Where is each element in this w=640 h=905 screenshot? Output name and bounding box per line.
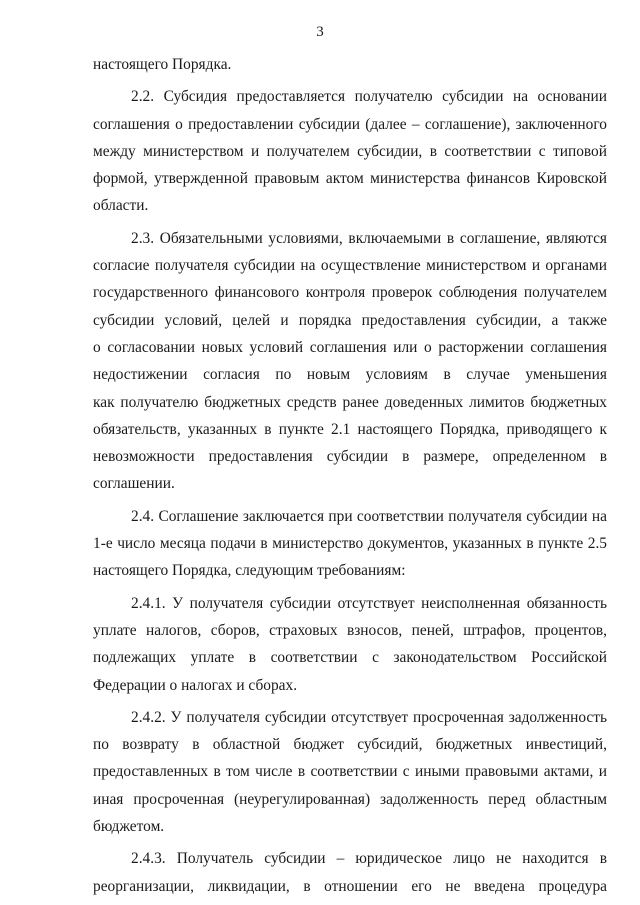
text-line: области.	[93, 197, 149, 215]
text-line: между министерством и получателем субсидии, в соответствии с типовой	[93, 142, 607, 160]
text-line: соглашения о предоставлении субсидии (далее – соглашение), заключенного	[93, 115, 607, 133]
text-line: 1-е число месяца подачи в министерство документов, указанных в пункте 2.5	[93, 535, 607, 553]
text-line: иная просроченная (неурегулированная) задолженность перед областным	[93, 790, 607, 808]
text-line: соглашении.	[93, 475, 175, 493]
text-line: 2.4.3. Получатель субсидии – юридическое лицо не находится в	[131, 850, 607, 868]
text-line: 2.4.1. У получателя субсидии отсутствует неисполненная обязанность	[131, 594, 607, 612]
text-line: уплате налогов, сборов, страховых взносов, пеней, штрафов, процентов,	[93, 621, 607, 639]
document-body	[93, 51, 607, 900]
text-line: 2.3. Обязательными условиями, включаемыми в соглашение, являются	[131, 229, 607, 247]
text-line: 2.4. Соглашение заключается при соответствии получателя субсидии на	[131, 507, 607, 525]
text-line: недостижении согласия по новым условиям в случае уменьшения	[93, 366, 607, 384]
text-line: 2.2. Субсидия предоставляется получателю субсидии на основании	[131, 88, 607, 106]
text-line: предоставленных в том числе в соответствии с иными правовыми актами, и	[93, 763, 607, 781]
text-line: субсидии условий, целей и порядка предоставления субсидии, а также	[93, 311, 607, 329]
text-line: как получателю бюджетных средств ранее доведенных лимитов бюджетных	[93, 393, 607, 411]
text-line: настоящего Порядка.	[93, 56, 232, 73]
text-line: настоящего Порядка, следующим требованиям:	[93, 562, 406, 580]
text-line: 2.4.2. У получателя субсидии отсутствует просроченная задолженность	[131, 708, 607, 726]
text-line: согласие получателя субсидии на осуществление министерством и органами	[93, 257, 607, 275]
text-line: формой, утвержденной правовым актом министерства финансов Кировской	[93, 170, 607, 188]
page-number: 3	[316, 24, 324, 40]
text-line: Федерации о налогах и сборах.	[93, 676, 298, 694]
text-line: о согласовании новых условий соглашения или о расторжении соглашения	[93, 338, 607, 356]
text-line: невозможности предоставления субсидии в размере, определенном в	[93, 448, 607, 466]
text-line: по возврату в областной бюджет субсидий, бюджетных инвестиций,	[93, 736, 607, 754]
text-line: государственного финансового контроля проверок соблюдения получателем	[93, 284, 607, 302]
text-line: обязательств, указанных в пункте 2.1 настоящего Порядка, приводящего к	[93, 420, 607, 438]
text-line: реорганизации, ликвидации, в отношении его не введена процедура	[93, 877, 607, 895]
text-line: подлежащих уплате в соответствии с законодательством Российской	[93, 649, 607, 667]
text-line: бюджетом.	[93, 818, 165, 836]
